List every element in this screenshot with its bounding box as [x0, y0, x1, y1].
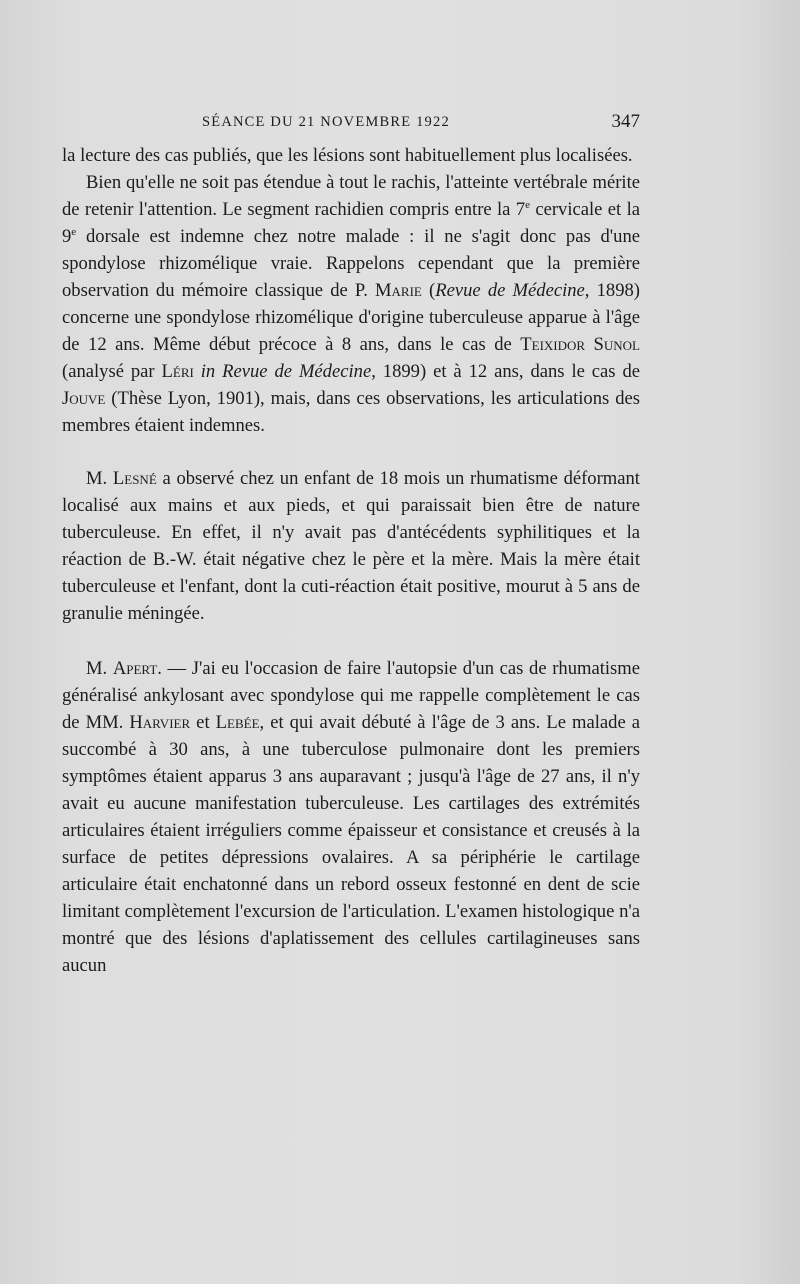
author-harvier: Harvier: [129, 712, 191, 733]
author-leri: Léri: [161, 361, 194, 382]
p2-text-h: , 1899) et à 12 ans, dans le cas de: [371, 361, 641, 382]
journal-in-revue-medecine: in Revue de Médecine: [200, 361, 372, 382]
p2-text-i: (Thèse Lyon, 1901), mais, dans ces observations, les articulations des membres étaient indemnes.: [62, 388, 640, 436]
body-text: [62, 142, 640, 979]
p4-text-b: . — J'ai eu l'occasion de faire l'autopsie d'un cas de rhumatisme généralisé ankylosant avec spondylose qui me rappelle complètement le cas de MM.: [62, 658, 640, 733]
author-teixidor-sunol: Teixidor Sunol: [520, 334, 640, 355]
p2-text-e: , 1898) concerne une spondylose rhizomélique d'origine tuberculeuse apparue à l'âge de 12 ans. Même début précoce à 8 ans, dans le cas de: [62, 280, 640, 355]
header-title: SÉANCE DU 21 NOVEMBRE 1922: [202, 114, 450, 130]
p2-superscript-1: e: [525, 198, 530, 211]
page-number: 347: [611, 111, 640, 132]
p2-superscript-2: e: [71, 225, 77, 238]
p4-text-c: et: [190, 712, 216, 733]
author-marie: Marie: [375, 280, 422, 301]
p4-text-a: M.: [86, 658, 113, 679]
p4-text-d: , et qui avait débuté à l'âge de 3 ans. Le malade a succombé à 30 ans, à une tuberculose pulmonaire dont les premiers symptômes étaient apparus 3 ans auparavant ; jusqu'à l'âge de 27 ans, il n'y avait eu aucune manifestation tuberculeuse. Les cartilages des extrémités articulaires étaient irréguliers comme épaisseur et consistance et creusés à la surface de petites dépressions ovalaires. A sa périphérie le cartilage articulaire était enchatonné dans un rebord osseux festonné en dent de scie limitant complètement l'excursion de l'articulation. L'examen histologique n'a montré que des lésions d'aplatissement des cellules cartilagineuses sans aucun: [62, 712, 640, 976]
author-apert: Apert: [112, 658, 158, 679]
paragraph-3: [62, 465, 640, 627]
author-lebee: Lebée: [215, 712, 260, 733]
p2-text-d: (: [421, 280, 436, 301]
paragraph-4: [62, 655, 640, 979]
p2-text-c: dorsale est indemne chez notre malade : il ne s'agit donc pas d'une spondylose rhizomélique vraie. Rappelons cependant que la première observation du mémoire classique de P.: [62, 226, 640, 301]
p2-text-a: Bien qu'elle ne soit pas étendue à tout le rachis, l'atteinte vertébrale mérite de retenir l'attention. Le segment rachidien compris entre la 7: [62, 172, 640, 220]
running-header: [62, 111, 640, 138]
p2-text-b: cervicale et la 9: [62, 199, 640, 247]
paragraph-2: [62, 169, 640, 439]
p1-text: la lecture des cas publiés, que les lésions sont habituellement plus localisées.: [62, 145, 633, 166]
author-lesne: Lesné: [112, 468, 157, 489]
journal-revue-medecine: Revue de Médecine: [435, 280, 585, 301]
p3-text-a: M.: [86, 468, 113, 489]
p3-text-b: a observé chez un enfant de 18 mois un rhumatisme déformant localisé aux mains et aux pieds, et qui paraissait bien être de nature tuberculeuse. En effet, il n'y avait pas d'antécédents syphilitiques et la réaction de B.-W. était négative chez le père et la mère. Mais la mère était tuberculeuse et l'enfant, dont la cuti-réaction était positive, mourut à 5 ans de granulie méningée.: [62, 468, 640, 624]
author-jouve: Jouve: [62, 388, 106, 409]
paragraph-1: [62, 142, 640, 169]
p2-text-g: [194, 361, 201, 382]
p2-text-f: (analysé par: [62, 361, 162, 382]
